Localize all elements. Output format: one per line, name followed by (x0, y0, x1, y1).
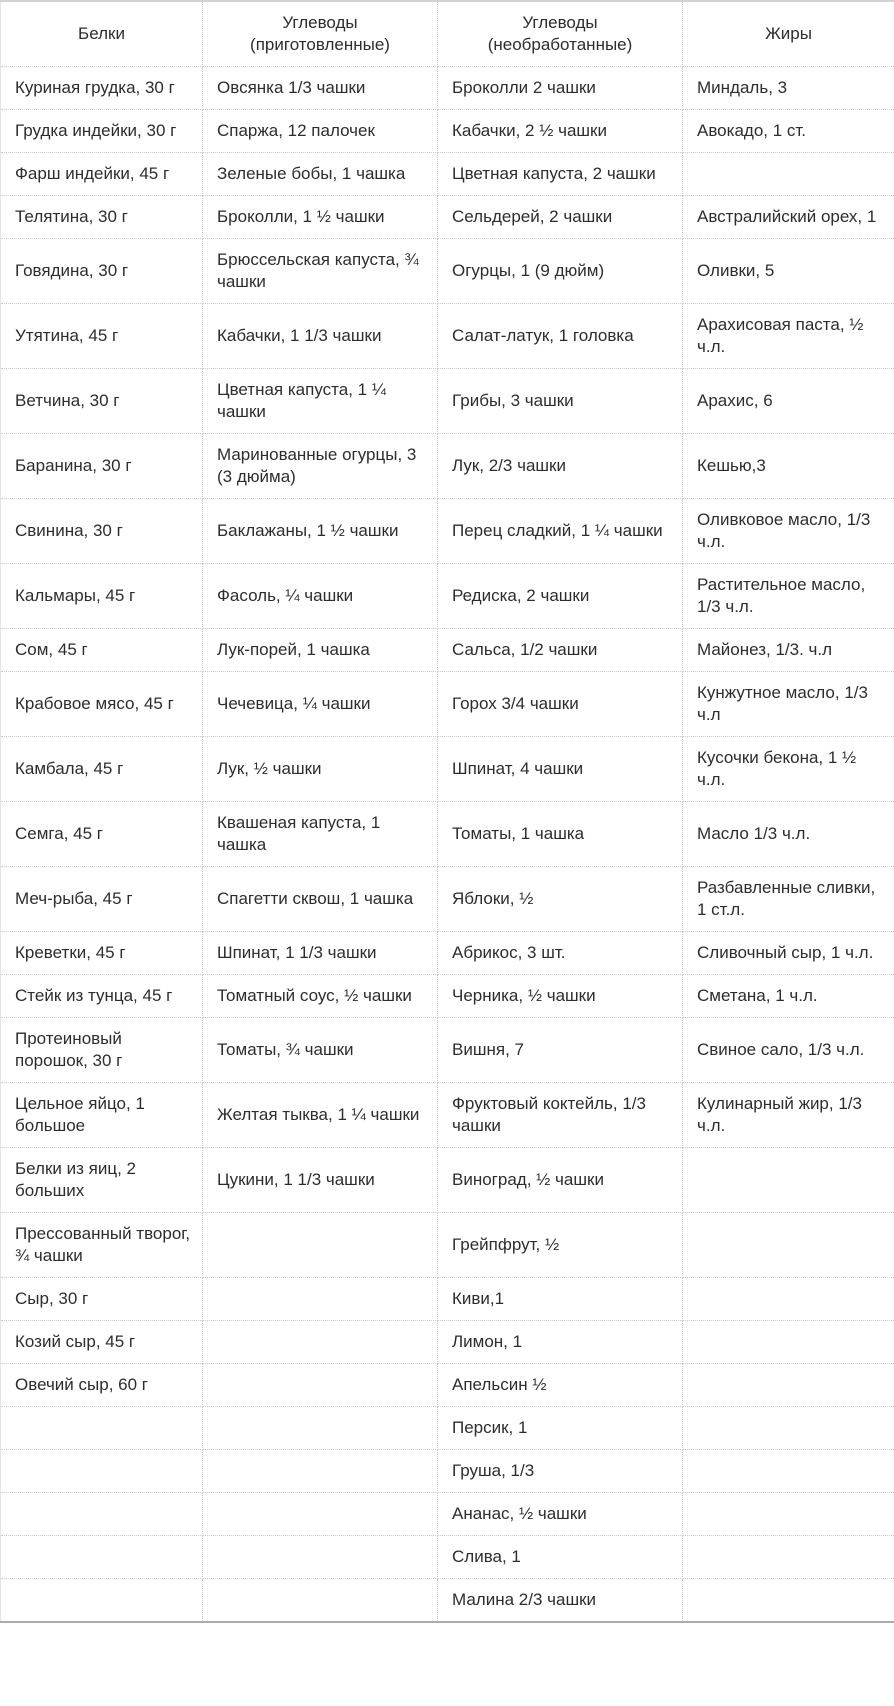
table-row (1, 1493, 894, 1536)
carbs-raw-cell: Салат-латук, 1 головка (438, 304, 683, 369)
carbs-raw-cell: Лимон, 1 (438, 1321, 683, 1364)
fats-cell (683, 1493, 894, 1536)
carbs-raw-cell: Редиска, 2 чашки (438, 564, 683, 629)
carbs-raw-cell: Сальса, 1/2 чашки (438, 629, 683, 672)
carbs-cooked-cell: Лук-порей, 1 чашка (203, 629, 438, 672)
carbs-cooked-cell (203, 1579, 438, 1623)
fats-cell: Сметана, 1 ч.л. (683, 975, 894, 1018)
table-row (1, 499, 894, 564)
protein-cell: Камбала, 45 г (1, 737, 203, 802)
carbs-raw-cell: Грейпфрут, ½ (438, 1213, 683, 1278)
carbs-cooked-cell: Шпинат, 1 1/3 чашки (203, 932, 438, 975)
carbs-cooked-cell: Спагетти сквош, 1 чашка (203, 867, 438, 932)
carbs-cooked-cell (203, 1278, 438, 1321)
table-row (1, 1407, 894, 1450)
fats-cell: Авокадо, 1 ст. (683, 110, 894, 153)
carbs-raw-cell: Черника, ½ чашки (438, 975, 683, 1018)
protein-cell: Цельное яйцо, 1 большое (1, 1083, 203, 1148)
fats-cell: Арахисовая паста, ½ ч.л. (683, 304, 894, 369)
table-row (1, 110, 894, 153)
fats-cell (683, 153, 894, 196)
carbs-cooked-cell: Чечевица, ¼ чашки (203, 672, 438, 737)
carbs-raw-cell: Абрикос, 3 шт. (438, 932, 683, 975)
table-row (1, 564, 894, 629)
carbs-raw-cell: Виноград, ½ чашки (438, 1148, 683, 1213)
protein-cell: Креветки, 45 г (1, 932, 203, 975)
table-row (1, 304, 894, 369)
table-body (1, 67, 894, 1623)
protein-cell (1, 1407, 203, 1450)
carbs-raw-cell: Шпинат, 4 чашки (438, 737, 683, 802)
fats-cell: Кешью,3 (683, 434, 894, 499)
protein-cell: Баранина, 30 г (1, 434, 203, 499)
table-row (1, 1450, 894, 1493)
fats-cell (683, 1321, 894, 1364)
protein-cell: Меч-рыба, 45 г (1, 867, 203, 932)
fats-cell: Сливочный сыр, 1 ч.л. (683, 932, 894, 975)
carbs-raw-cell: Огурцы, 1 (9 дюйм) (438, 239, 683, 304)
header-row (1, 1, 894, 67)
carbs-raw-cell: Томаты, 1 чашка (438, 802, 683, 867)
protein-cell: Фарш индейки, 45 г (1, 153, 203, 196)
carbs-raw-cell: Броколли 2 чашки (438, 67, 683, 110)
fats-cell: Масло 1/3 ч.л. (683, 802, 894, 867)
table-row (1, 1579, 894, 1623)
carbs-cooked-cell: Желтая тыква, 1 ¼ чашки (203, 1083, 438, 1148)
carbs-cooked-cell (203, 1450, 438, 1493)
fats-cell: Оливки, 5 (683, 239, 894, 304)
fats-cell (683, 1213, 894, 1278)
table-row (1, 932, 894, 975)
table-row (1, 1213, 894, 1278)
protein-cell: Куриная грудка, 30 г (1, 67, 203, 110)
header-carbs-raw: Углеводы (необработанные) (438, 1, 683, 67)
table-row (1, 672, 894, 737)
table-row (1, 802, 894, 867)
protein-cell: Прессованный творог, ¾ чашки (1, 1213, 203, 1278)
fats-cell: Арахис, 6 (683, 369, 894, 434)
protein-cell: Говядина, 30 г (1, 239, 203, 304)
table-row (1, 867, 894, 932)
carbs-raw-cell: Слива, 1 (438, 1536, 683, 1579)
protein-cell: Крабовое мясо, 45 г (1, 672, 203, 737)
protein-cell: Ветчина, 30 г (1, 369, 203, 434)
carbs-cooked-cell: Лук, ½ чашки (203, 737, 438, 802)
table-row (1, 153, 894, 196)
protein-cell (1, 1493, 203, 1536)
carbs-cooked-cell: Кабачки, 1 1/3 чашки (203, 304, 438, 369)
protein-cell: Протеиновый порошок, 30 г (1, 1018, 203, 1083)
carbs-cooked-cell (203, 1321, 438, 1364)
carbs-raw-cell: Яблоки, ½ (438, 867, 683, 932)
fats-cell (683, 1536, 894, 1579)
carbs-cooked-cell: Овсянка 1/3 чашки (203, 67, 438, 110)
carbs-cooked-cell (203, 1493, 438, 1536)
carbs-raw-cell: Вишня, 7 (438, 1018, 683, 1083)
fats-cell: Свиное сало, 1/3 ч.л. (683, 1018, 894, 1083)
carbs-raw-cell: Груша, 1/3 (438, 1450, 683, 1493)
table-row (1, 196, 894, 239)
protein-cell: Козий сыр, 45 г (1, 1321, 203, 1364)
carbs-raw-cell: Цветная капуста, 2 чашки (438, 153, 683, 196)
fats-cell (683, 1364, 894, 1407)
header-carbs-cooked: Углеводы (приготовленные) (203, 1, 438, 67)
table-header (1, 1, 894, 67)
carbs-raw-cell: Лук, 2/3 чашки (438, 434, 683, 499)
table-row (1, 434, 894, 499)
protein-cell: Сыр, 30 г (1, 1278, 203, 1321)
carbs-cooked-cell (203, 1536, 438, 1579)
fats-cell (683, 1450, 894, 1493)
carbs-cooked-cell: Спаржа, 12 палочек (203, 110, 438, 153)
table-row (1, 737, 894, 802)
header-fats: Жиры (683, 1, 894, 67)
carbs-cooked-cell: Цветная капуста, 1 ¼ чашки (203, 369, 438, 434)
fats-cell: Майонез, 1/3. ч.л (683, 629, 894, 672)
carbs-raw-cell: Фруктовый коктейль, 1/3 чашки (438, 1083, 683, 1148)
header-proteins: Белки (1, 1, 203, 67)
fats-cell: Кусочки бекона, 1 ½ ч.л. (683, 737, 894, 802)
table-row (1, 1321, 894, 1364)
protein-cell: Телятина, 30 г (1, 196, 203, 239)
carbs-raw-cell: Грибы, 3 чашки (438, 369, 683, 434)
protein-cell (1, 1536, 203, 1579)
fats-cell (683, 1148, 894, 1213)
protein-cell (1, 1579, 203, 1623)
table-row (1, 1278, 894, 1321)
fats-cell (683, 1579, 894, 1623)
carbs-raw-cell: Сельдерей, 2 чашки (438, 196, 683, 239)
protein-cell: Утятина, 45 г (1, 304, 203, 369)
table-row (1, 975, 894, 1018)
carbs-cooked-cell (203, 1407, 438, 1450)
fats-cell: Кунжутное масло, 1/3 ч.л (683, 672, 894, 737)
fats-cell: Оливковое масло, 1/3 ч.л. (683, 499, 894, 564)
carbs-cooked-cell: Фасоль, ¼ чашки (203, 564, 438, 629)
carbs-raw-cell: Перец сладкий, 1 ¼ чашки (438, 499, 683, 564)
carbs-cooked-cell: Зеленые бобы, 1 чашка (203, 153, 438, 196)
table-row (1, 1364, 894, 1407)
protein-cell: Грудка индейки, 30 г (1, 110, 203, 153)
table-row (1, 1083, 894, 1148)
table-row (1, 629, 894, 672)
table-row (1, 1536, 894, 1579)
carbs-raw-cell: Апельсин ½ (438, 1364, 683, 1407)
fats-cell: Австралийский орех, 1 (683, 196, 894, 239)
table-row (1, 1148, 894, 1213)
fats-cell (683, 1407, 894, 1450)
carbs-raw-cell: Малина 2/3 чашки (438, 1579, 683, 1623)
carbs-cooked-cell: Квашеная капуста, 1 чашка (203, 802, 438, 867)
table-row (1, 67, 894, 110)
carbs-cooked-cell: Цукини, 1 1/3 чашки (203, 1148, 438, 1213)
fats-cell: Растительное масло, 1/3 ч.л. (683, 564, 894, 629)
table-row (1, 369, 894, 434)
fats-cell: Кулинарный жир, 1/3 ч.л. (683, 1083, 894, 1148)
table-row (1, 1018, 894, 1083)
protein-cell: Овечий сыр, 60 г (1, 1364, 203, 1407)
protein-cell (1, 1450, 203, 1493)
carbs-cooked-cell (203, 1213, 438, 1278)
carbs-cooked-cell: Томаты, ¾ чашки (203, 1018, 438, 1083)
carbs-raw-cell: Кабачки, 2 ½ чашки (438, 110, 683, 153)
carbs-raw-cell: Горох 3/4 чашки (438, 672, 683, 737)
protein-cell: Сом, 45 г (1, 629, 203, 672)
carbs-cooked-cell: Томатный соус, ½ чашки (203, 975, 438, 1018)
protein-cell: Семга, 45 г (1, 802, 203, 867)
protein-cell: Белки из яиц, 2 больших (1, 1148, 203, 1213)
carbs-cooked-cell (203, 1364, 438, 1407)
carbs-cooked-cell: Баклажаны, 1 ½ чашки (203, 499, 438, 564)
fats-cell (683, 1278, 894, 1321)
fats-cell: Разбавленные сливки, 1 ст.л. (683, 867, 894, 932)
protein-cell: Кальмары, 45 г (1, 564, 203, 629)
fats-cell: Миндаль, 3 (683, 67, 894, 110)
carbs-raw-cell: Киви,1 (438, 1278, 683, 1321)
protein-cell: Свинина, 30 г (1, 499, 203, 564)
carbs-raw-cell: Персик, 1 (438, 1407, 683, 1450)
carbs-raw-cell: Ананас, ½ чашки (438, 1493, 683, 1536)
carbs-cooked-cell: Маринованные огурцы, 3 (3 дюйма) (203, 434, 438, 499)
carbs-cooked-cell: Броколли, 1 ½ чашки (203, 196, 438, 239)
table-row (1, 239, 894, 304)
protein-cell: Стейк из тунца, 45 г (1, 975, 203, 1018)
carbs-cooked-cell: Брюссельская капуста, ¾ чашки (203, 239, 438, 304)
